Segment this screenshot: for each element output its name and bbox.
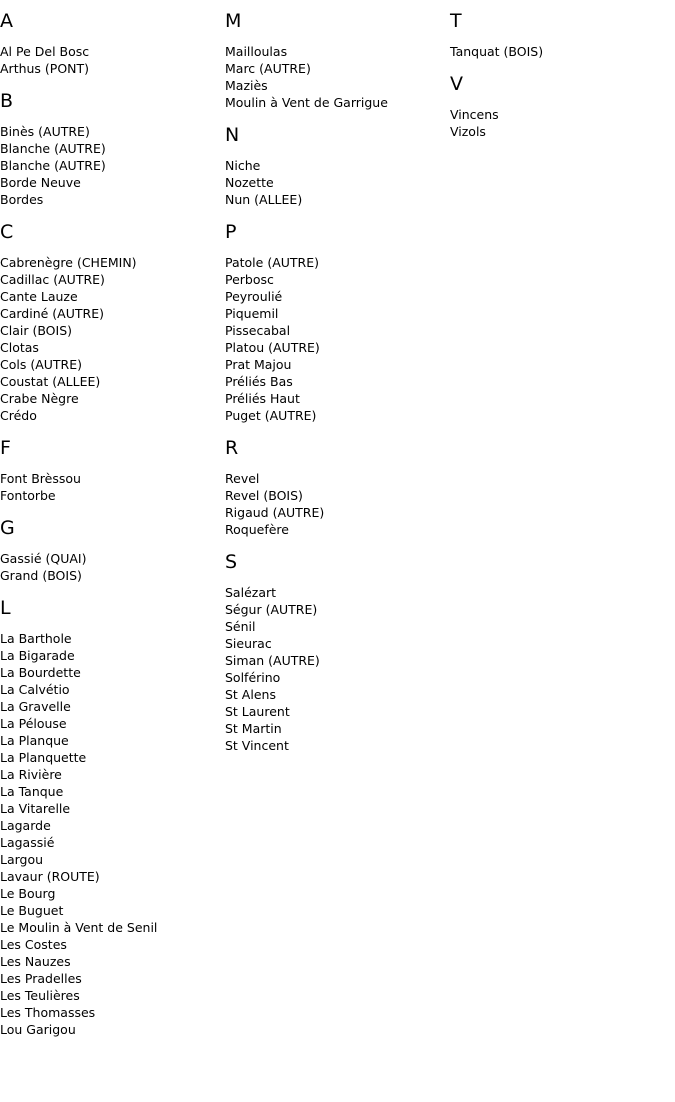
place-name: Préliés Haut (225, 391, 300, 406)
place-name: Crabe Nègre (0, 391, 79, 406)
letter-heading: R (225, 437, 239, 459)
place-name: Marc (AUTRE) (225, 61, 311, 76)
place-name: La Vitarelle (0, 801, 71, 816)
place-name: Platou (AUTRE) (225, 340, 320, 355)
place-name: Largou (0, 852, 44, 867)
place-name: Patole (AUTRE) (225, 255, 319, 270)
place-name: Maziès (225, 78, 268, 93)
place-name: La Bourdette (0, 665, 81, 680)
place-name: La Pélouse (0, 716, 67, 731)
place-name: Le Buguet (0, 903, 64, 918)
place-name: Gassié (QUAI) (0, 551, 87, 566)
place-name-list (450, 43, 670, 60)
letter-group-p (225, 220, 445, 424)
place-name: La Tanque (0, 784, 64, 799)
place-name-list (225, 584, 445, 754)
place-name-list (0, 550, 220, 584)
place-name: St Alens (225, 687, 276, 702)
letter-group-m (225, 9, 445, 111)
place-name: Crédo (0, 408, 37, 423)
place-name: Lavaur (ROUTE) (0, 869, 100, 884)
place-name: La Calvétio (0, 682, 70, 697)
place-name: Solférino (225, 670, 281, 685)
place-name: Perbosc (225, 272, 274, 287)
place-name: Vincens (450, 107, 499, 122)
place-name: Clair (BOIS) (0, 323, 73, 338)
letter-heading: B (0, 90, 14, 112)
place-name: Piquemil (225, 306, 279, 321)
place-name: Peyroulié (225, 289, 283, 304)
place-name-list (225, 157, 445, 208)
place-name: Les Thomasses (0, 1005, 96, 1020)
place-name: Le Moulin à Vent de Senil (0, 920, 158, 935)
place-name: Mailloulas (225, 44, 288, 59)
place-name: Binès (AUTRE) (0, 124, 90, 139)
place-name: Cols (AUTRE) (0, 357, 83, 372)
index-column-2 (225, 9, 445, 766)
letter-group-n (225, 123, 445, 208)
place-name: St Laurent (225, 704, 290, 719)
place-name: Bordes (0, 192, 44, 207)
place-name: Les Pradelles (0, 971, 82, 986)
letter-group-c (0, 220, 220, 424)
place-name: Lagassié (0, 835, 55, 850)
place-name: Cabrenègre (CHEMIN) (0, 255, 137, 270)
place-name-list (0, 254, 220, 424)
place-name: Les Teulières (0, 988, 80, 1003)
place-name: Fontorbe (0, 488, 56, 503)
letter-heading: L (0, 597, 11, 619)
place-name: Blanche (AUTRE) (0, 141, 106, 156)
place-name: La Rivière (0, 767, 62, 782)
place-name: Siman (AUTRE) (225, 653, 320, 668)
letter-heading: N (225, 124, 240, 146)
place-name: Blanche (AUTRE) (0, 158, 106, 173)
place-name: Puget (AUTRE) (225, 408, 317, 423)
place-name: La Gravelle (0, 699, 71, 714)
place-name: Cadillac (AUTRE) (0, 272, 105, 287)
place-name-list (0, 43, 220, 77)
place-name: Sénil (225, 619, 256, 634)
place-name: Arthus (PONT) (0, 61, 90, 76)
place-name-list (225, 43, 445, 111)
place-name: Sieurac (225, 636, 272, 651)
letter-heading: A (0, 10, 13, 32)
place-name-list (225, 254, 445, 424)
letter-group-l (0, 596, 220, 1038)
place-name-list (450, 106, 670, 140)
letter-group-t (450, 9, 670, 60)
place-name: Pissecabal (225, 323, 291, 338)
letter-group-r (225, 436, 445, 538)
place-name: Nozette (225, 175, 274, 190)
place-name: Revel (BOIS) (225, 488, 303, 503)
place-name: Les Nauzes (0, 954, 71, 969)
place-name: St Martin (225, 721, 282, 736)
letter-group-b (0, 89, 220, 208)
place-name: Le Bourg (0, 886, 56, 901)
place-name: Vizols (450, 124, 486, 139)
place-name: Font Brèssou (0, 471, 81, 486)
place-name: Clotas (0, 340, 39, 355)
place-name-list (0, 470, 220, 504)
place-name-list (0, 123, 220, 208)
letter-heading: F (0, 437, 11, 459)
letter-heading: T (450, 10, 462, 32)
letter-heading: C (0, 221, 14, 243)
place-name: Roquefère (225, 522, 289, 537)
letter-heading: S (225, 551, 238, 573)
place-name: Salézart (225, 585, 277, 600)
place-name: Coustat (ALLEE) (0, 374, 101, 389)
letter-group-a (0, 9, 220, 77)
place-name: Lou Garigou (0, 1022, 76, 1037)
letter-heading: V (450, 73, 463, 95)
place-name: Lagarde (0, 818, 51, 833)
index-column-3 (450, 9, 670, 152)
place-name: Grand (BOIS) (0, 568, 82, 583)
place-name-list (225, 470, 445, 538)
place-name-list (0, 630, 220, 1038)
letter-group-f (0, 436, 220, 504)
index-column-1 (0, 9, 220, 1050)
place-name: Ségur (AUTRE) (225, 602, 318, 617)
letter-group-g (0, 516, 220, 584)
place-name: Niche (225, 158, 261, 173)
place-name: La Planque (0, 733, 69, 748)
place-name: Tanquat (BOIS) (450, 44, 544, 59)
place-name: St Vincent (225, 738, 289, 753)
letter-heading: P (225, 221, 237, 243)
place-name: La Bigarade (0, 648, 75, 663)
letter-group-s (225, 550, 445, 754)
place-name: Al Pe Del Bosc (0, 44, 90, 59)
place-name: Revel (225, 471, 260, 486)
place-name: La Barthole (0, 631, 72, 646)
place-name: Cardiné (AUTRE) (0, 306, 104, 321)
place-name: Rigaud (AUTRE) (225, 505, 325, 520)
letter-group-v (450, 72, 670, 140)
place-name: Borde Neuve (0, 175, 81, 190)
place-name: Préliés Bas (225, 374, 293, 389)
place-name: Nun (ALLEE) (225, 192, 303, 207)
letter-heading: G (0, 517, 15, 539)
place-name: Les Costes (0, 937, 67, 952)
place-name: Cante Lauze (0, 289, 78, 304)
place-name: Moulin à Vent de Garrigue (225, 95, 388, 110)
letter-heading: M (225, 10, 242, 32)
place-name: Prat Majou (225, 357, 292, 372)
place-name: La Planquette (0, 750, 87, 765)
